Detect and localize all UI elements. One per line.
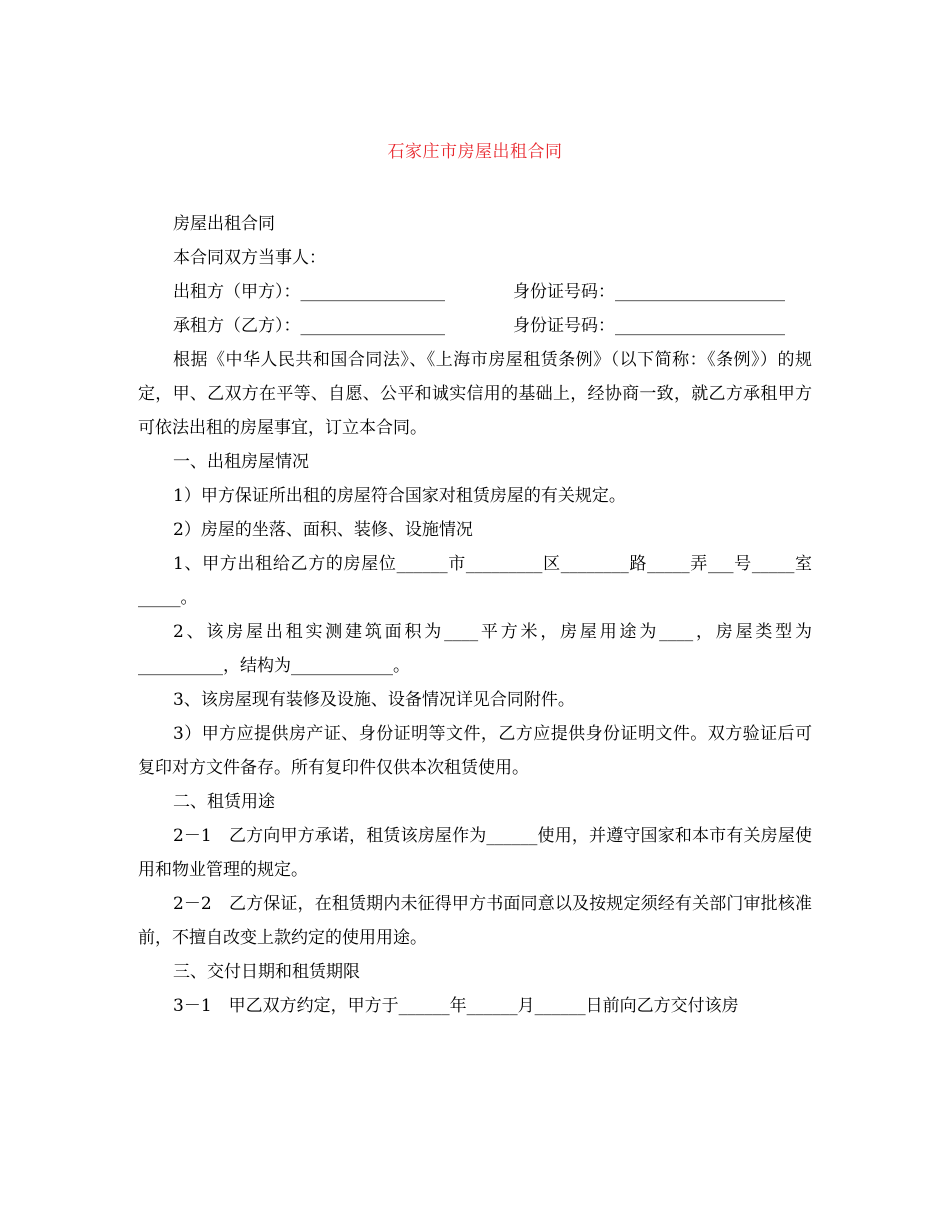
paragraph-2-2: 2－2 乙方保证，在租赁期内未征得甲方书面同意以及按规定须经有关部门审批核准前，不擅自改变上款约定的使用用途。 (138, 894, 812, 948)
paragraph-basis: 根据《中华人民共和国合同法》、《上海市房屋租赁条例》（以下简称：《条例》）的规定，甲、乙双方在平等、自愿、公平和诚实信用的基础上，经协商一致，就乙方承租甲方可依法出租的房屋事宜，订立本合同。 (138, 350, 812, 438)
paragraph-documents: 3）甲方应提供房产证、身份证明等文件，乙方应提供身份证明文件。双方验证后可复印对方文件备存。所有复印件仅供本次租赁使用。 (138, 724, 812, 778)
paragraph-1-2: 2）房屋的坐落、面积、装修、设施情况 (173, 520, 473, 540)
lessor-id-label: 身份证号码：____________________ (513, 282, 785, 302)
section-heading-1: 一、出租房屋情况 (173, 452, 309, 472)
lessee-row (138, 309, 812, 343)
paragraph-facilities: 3、该房屋现有装修及设施、设备情况详见合同附件。 (173, 690, 575, 710)
document-title: 石家庄市房屋出租合同 (387, 142, 563, 162)
paragraph-area: 2、该房屋出租实测建筑面积为____平方米，房屋用途为____，房屋类型为__________，结构为____________。 (138, 622, 812, 676)
paragraph-2-1: 2－1 乙方向甲方承诺，租赁该房屋作为______使用，并遵守国家和本市有关房屋使用和物业管理的规定。 (138, 826, 812, 880)
paragraph-1-1: 1）甲方保证所出租的房屋符合国家对租赁房屋的有关规定。 (173, 486, 626, 506)
paragraph-3-1: 3－1 甲乙双方约定，甲方于______年______月______日前向乙方交付该房 (173, 996, 739, 1016)
lessee-id-label: 身份证号码：____________________ (513, 316, 785, 336)
lessor-row (138, 275, 812, 309)
document-body (138, 207, 812, 1023)
section-heading-3: 三、交付日期和租赁期限 (173, 962, 360, 982)
lessor-label: 出租方（甲方）：_________________ (173, 282, 445, 302)
paragraph-parties-intro: 本合同双方当事人： (173, 248, 326, 268)
lessee-label: 承租方（乙方）：_________________ (173, 316, 445, 336)
section-heading-2: 二、租赁用途 (173, 792, 275, 812)
paragraph-location: 1、甲方出租给乙方的房屋位______市_________区________路_____弄___号_____室_____。 (138, 554, 812, 608)
paragraph-heading: 房屋出租合同 (173, 214, 275, 234)
